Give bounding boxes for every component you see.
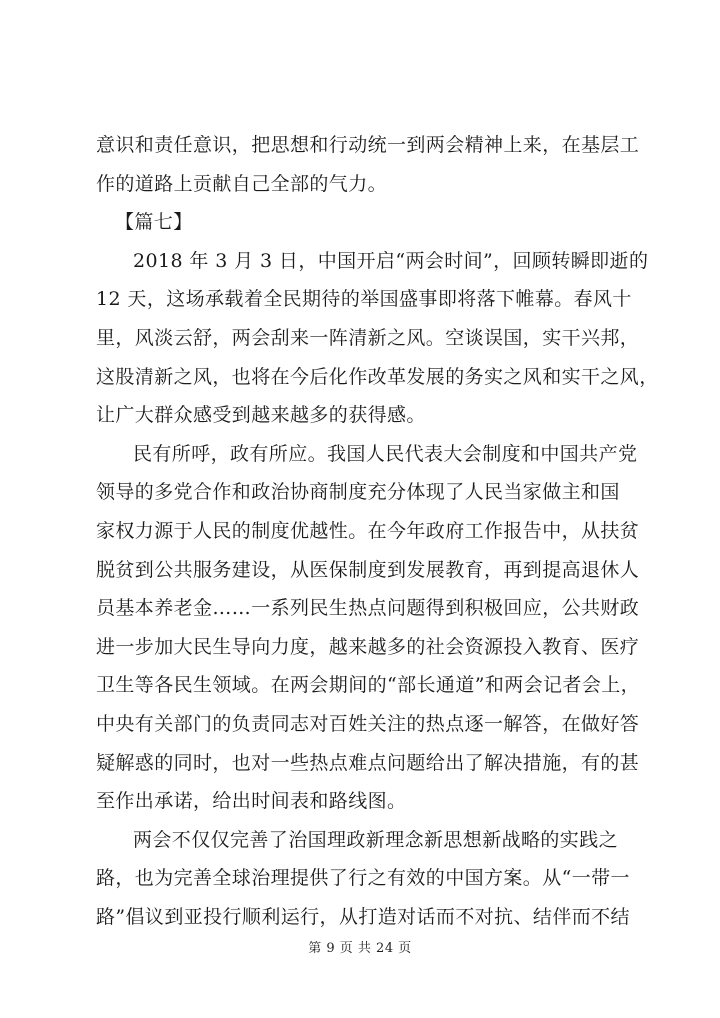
text-line: 家权力源于人民的制度优越性。在今年政府工作报告中，从扶贫 bbox=[96, 519, 640, 542]
text-line: 意识和责任意识，把思想和行动统一到两会精神上来，在基层工 bbox=[96, 134, 640, 156]
section-heading: 【篇七】 bbox=[115, 211, 193, 234]
text-line: 领导的多党合作和政治协商制度充分体现了人民当家做主和国 bbox=[96, 481, 620, 504]
paragraph-first-line: 民有所呼，政有所应。我国人民代表大会制度和中国共产党 bbox=[133, 442, 638, 465]
paragraph-first-line: 两会不仅仅完善了治国理政新理念新思想新战略的实践之 bbox=[133, 828, 619, 851]
text-line: 进一步加大民生导向力度，越来越多的社会资源投入教育、医疗 bbox=[96, 635, 640, 658]
text-line: 中央有关部门的负责同志对百姓关注的热点逐一解答，在做好答 bbox=[96, 712, 640, 735]
text-line: 员基本养老金……一系列民生热点问题得到积极回应，公共财政 bbox=[96, 597, 640, 620]
text-line: 让广大群众感受到越来越多的获得感。 bbox=[96, 404, 426, 427]
text-line: 路，也为完善全球治理提供了行之有效的中国方案。从“一带一 bbox=[96, 867, 630, 890]
paragraph-first-line: 2018 年 3 月 3 日，中国开启“两会时间”，回顾转瞬即逝的 bbox=[133, 249, 649, 272]
text-line: 12 天，这场承载着全民期待的举国盛事即将落下帷幕。春风十 bbox=[96, 288, 632, 311]
document-body bbox=[96, 126, 659, 936]
text-line: 里，风淡云舒，两会刮来一阵清新之风。空谈误国，实干兴邦， bbox=[96, 326, 640, 349]
text-line: 疑解惑的同时，也对一些热点难点问题给出了解决措施，有的甚 bbox=[96, 751, 640, 774]
text-line: 至作出承诺，给出时间表和路线图。 bbox=[96, 790, 407, 813]
text-line: 脱贫到公共服务建设，从医保制度到发展教育，再到提高退休人 bbox=[96, 558, 640, 581]
text-line: 这股清新之风，也将在今后化作改革发展的务实之风和实干之风， bbox=[96, 365, 659, 388]
page-number-footer: 第 9 页 共 24 页 bbox=[308, 941, 412, 956]
text-line: 路”倡议到亚投行顺利运行，从打造对话而不对抗、结伴而不结 bbox=[96, 905, 630, 928]
text-line: 作的道路上贡献自己全部的气力。 bbox=[96, 172, 388, 195]
text-line: 卫生等各民生领域。在两会期间的“部长通道”和两会记者会上， bbox=[96, 674, 641, 697]
